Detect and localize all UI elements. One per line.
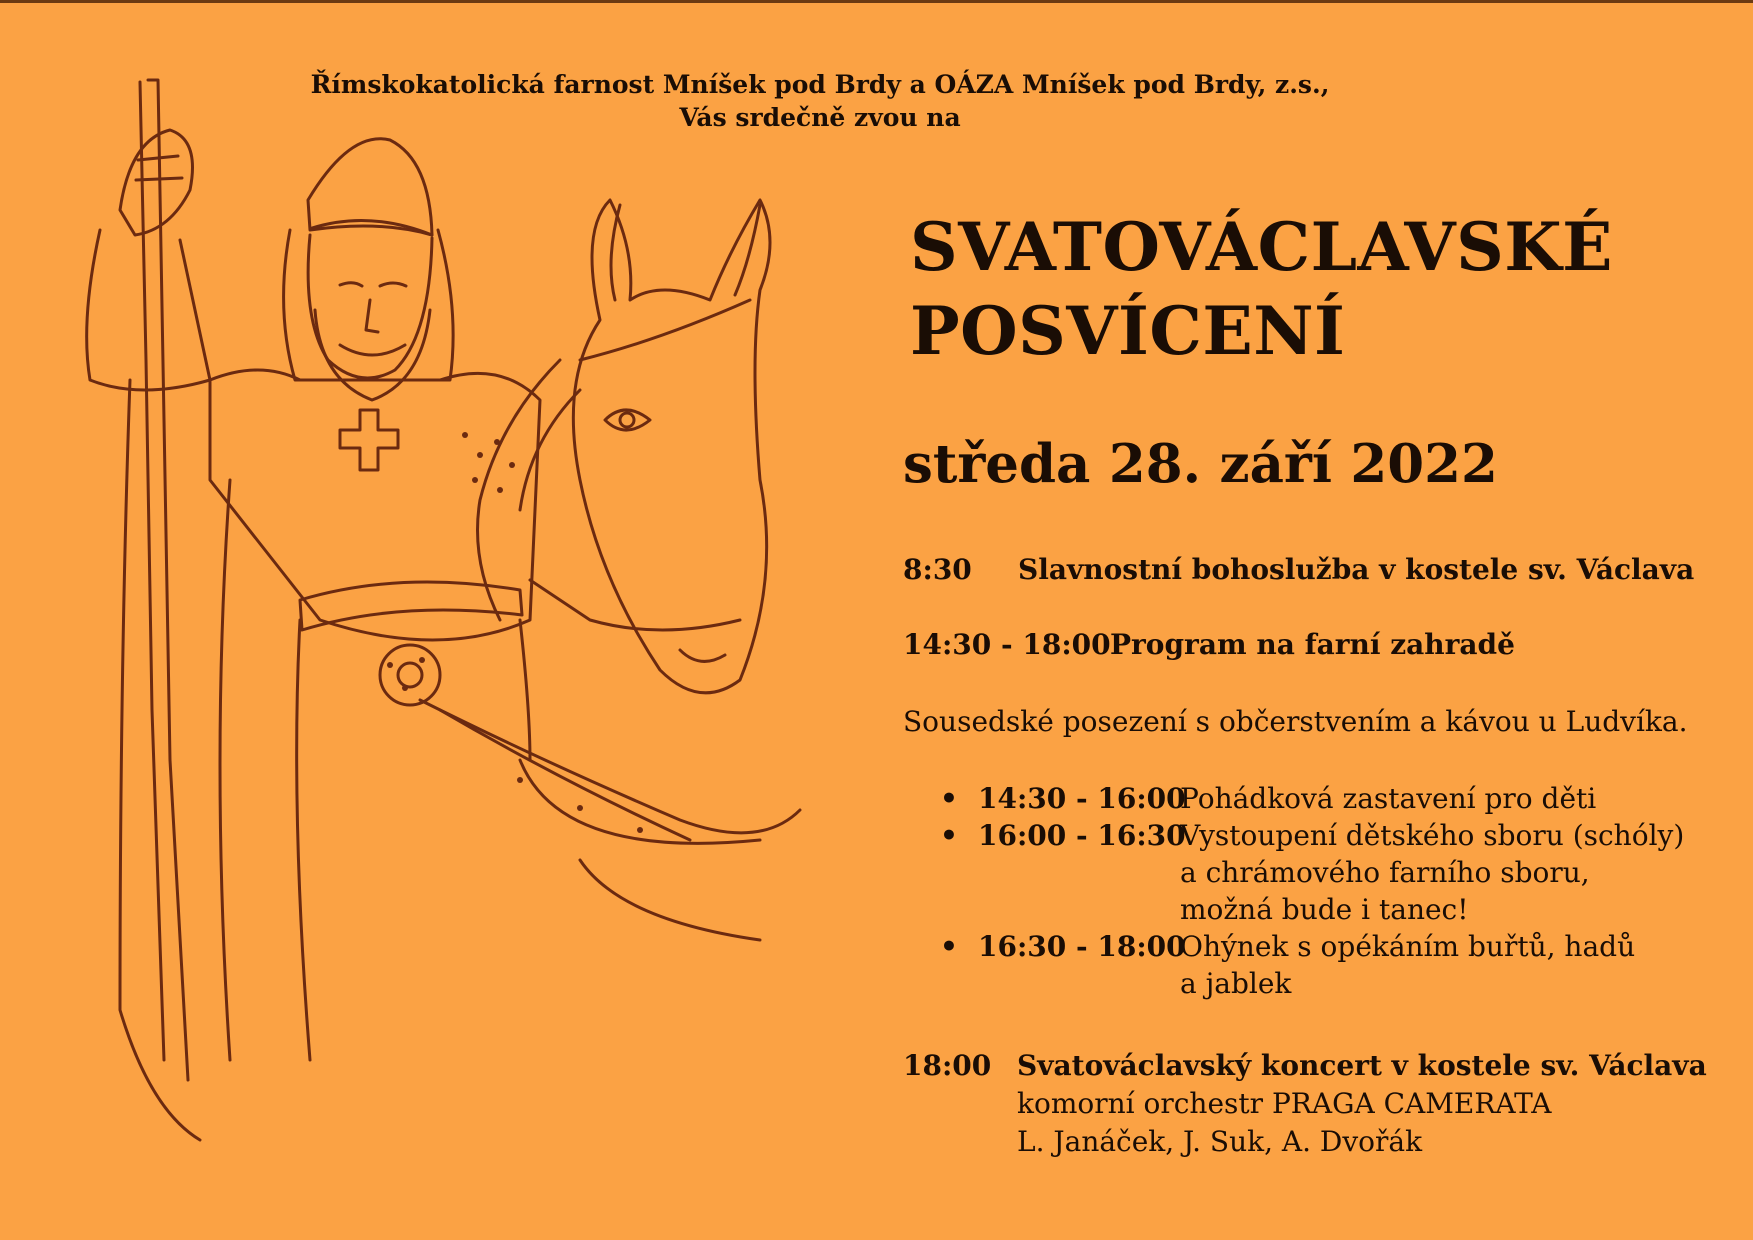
- program-garden-text: Program na farní zahradě: [1110, 628, 1515, 661]
- program-bullet-list: [940, 780, 1730, 1002]
- list-item: [940, 928, 1730, 1002]
- list-item-text: Vystoupení dětského sboru (schóly) a chrámového farního sboru, možná bude i tanec!: [1180, 819, 1685, 926]
- list-item-text: Pohádková zastavení pro děti: [1180, 782, 1597, 815]
- program-concert-time: 18:00: [903, 1049, 992, 1082]
- list-item: [940, 817, 1730, 928]
- saint-wenceslas-horse-illustration: [60, 60, 900, 1190]
- list-item-time: 14:30 - 16:00: [978, 782, 1186, 815]
- header-invite: Vás srdečně zvou na: [679, 103, 961, 132]
- bullet-dot: •: [940, 782, 958, 815]
- event-title-line2: POSVÍCENÍ: [910, 292, 1346, 370]
- list-item: [940, 780, 1730, 817]
- program-social-text: Sousedské posezení s občerstvením a kávou u Ludvíka.: [903, 705, 1688, 738]
- program-concert-text: Svatováclavský koncert v kostele sv. Václava: [1017, 1049, 1707, 1082]
- top-border: [0, 0, 1753, 3]
- program-garden-time: 14:30 - 18:00: [903, 628, 1111, 661]
- list-item-time: 16:00 - 16:30: [978, 819, 1186, 852]
- bullet-dot: •: [940, 819, 958, 852]
- program-social: [903, 704, 1688, 740]
- concert-composers: L. Janáček, J. Suk, A. Dvořák: [1017, 1125, 1423, 1158]
- program-mass-text: Slavnostní bohoslužba v kostele sv. Václava: [1018, 553, 1695, 586]
- concert-details: [1017, 1085, 1551, 1161]
- event-date: středa 28. září 2022: [903, 433, 1498, 495]
- program-mass-time: 8:30: [903, 553, 972, 586]
- list-item-time: 16:30 - 18:00: [978, 930, 1186, 963]
- concert-orchestra: komorní orchestr PRAGA CAMERATA: [1017, 1087, 1552, 1120]
- invitation-header: [300, 68, 1340, 134]
- header-organizers: Římskokatolická farnost Mníšek pod Brdy a OÁZA Mníšek pod Brdy, z.s.,: [310, 70, 1330, 99]
- event-title: [910, 205, 1730, 373]
- list-item-text: Ohýnek s opékáním buřtů, hadů a jablek: [1180, 930, 1636, 1000]
- event-title-line1: SVATOVÁCLAVSKÉ: [910, 208, 1613, 286]
- bullet-dot: •: [940, 930, 958, 963]
